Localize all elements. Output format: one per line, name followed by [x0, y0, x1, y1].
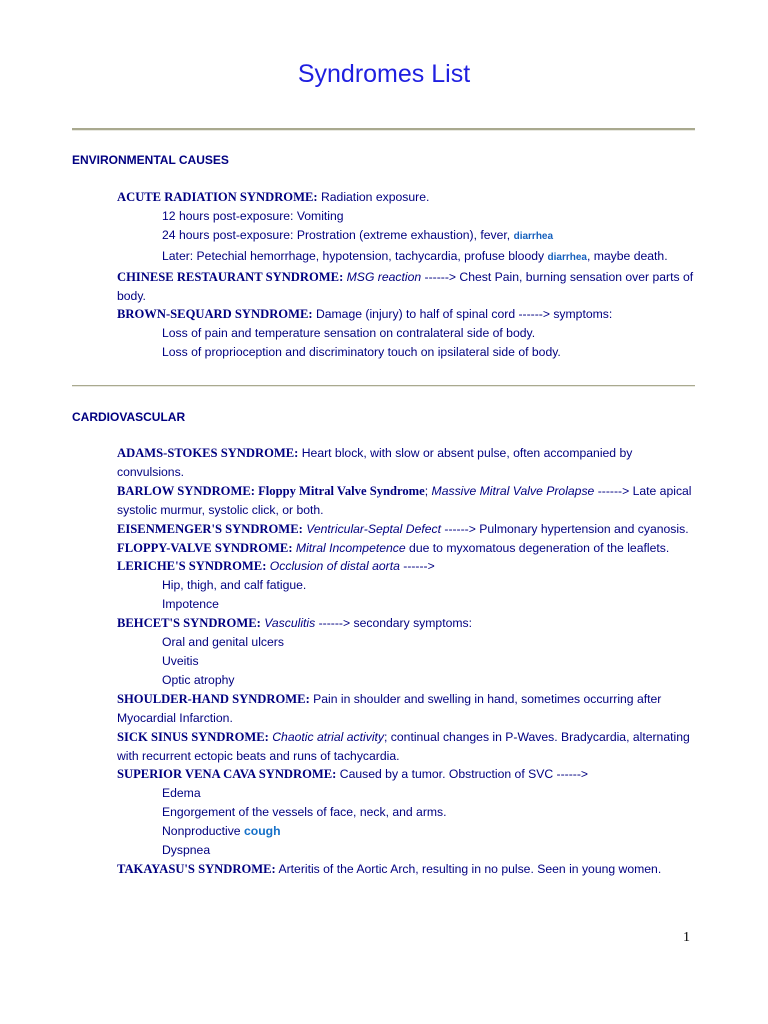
diarrhea-link[interactable]: diarrhea — [513, 230, 554, 242]
section-heading-environmental: ENVIRONMENTAL CAUSES — [72, 153, 229, 167]
syndrome-name: SHOULDER-HAND SYNDROME: — [117, 691, 310, 706]
divider-top — [72, 128, 695, 131]
syndrome-desc: ------> secondary symptoms: — [315, 616, 473, 631]
symptom-line — [117, 247, 702, 268]
syndrome-cause: Mitral Incompetence — [295, 540, 406, 555]
entry-superior-vena-cava — [117, 765, 702, 784]
symptom-line: Edema — [162, 786, 201, 801]
syndrome-desc: Arteritis of the Aortic Arch, resulting in no pulse. Seen in young women. — [275, 861, 662, 876]
syndrome-cause: Vasculitis — [264, 616, 316, 631]
entry-sick-sinus — [117, 728, 702, 766]
syndrome-cause: Occlusion of distal aorta — [269, 559, 400, 574]
section-cardiovascular-entries — [117, 444, 702, 879]
symptom-line: 12 hours post-exposure: Vomiting — [162, 208, 344, 223]
syndrome-name: LERICHE'S SYNDROME: — [117, 559, 267, 574]
syndrome-desc: ------> Pulmonary hypertension and cyanosis. — [441, 521, 689, 536]
syndrome-desc: Damage (injury) to half of spinal cord ------> symptoms: — [312, 307, 613, 322]
entry-eisenmenger — [117, 520, 702, 539]
syndrome-name: BEHCET'S SYNDROME: — [117, 616, 261, 631]
section-environmental-entries — [117, 188, 702, 362]
entry-takayasu — [117, 860, 702, 879]
cough-link[interactable]: cough — [243, 824, 281, 839]
syndrome-name: ADAMS-STOKES SYNDROME: — [117, 446, 299, 460]
syndrome-desc: ------> Late apical systolic murmur, systolic click, or both. — [117, 483, 692, 517]
page-title: Syndromes List — [297, 60, 471, 88]
symptom-line — [117, 822, 702, 841]
symptom-line: Oral and genital ulcers — [162, 635, 284, 650]
entry-leriche — [117, 557, 702, 576]
entry-chinese-restaurant — [117, 268, 702, 306]
syndrome-cause: Massive Mitral Valve Prolapse — [431, 483, 595, 498]
entry-shoulder-hand — [117, 690, 702, 728]
syndrome-name: BROWN-SEQUARD SYNDROME: — [117, 307, 313, 322]
syndrome-desc: ; continual changes in P-Waves. Bradycardia, alternating with recurrent ectopic beats and runs of tachycardia. — [117, 729, 690, 763]
syndrome-desc: due to myxomatous degeneration of the leaflets. — [405, 540, 670, 555]
entry-floppy-valve — [117, 539, 702, 558]
syndrome-desc: Radiation exposure. — [317, 190, 430, 204]
separator: ; — [424, 483, 432, 498]
entry-adams-stokes — [117, 444, 702, 482]
syndrome-name: BARLOW SYNDROME: Floppy Mitral Valve Syndrome — [117, 483, 425, 498]
syndrome-desc: Pain in shoulder and swelling in hand, sometimes occurring after Myocardial Infarction. — [117, 691, 662, 725]
symptom-line: Engorgement of the vessels of face, neck, and arms. — [162, 805, 447, 820]
symptom-line: Hip, thigh, and calf fatigue. — [162, 578, 307, 593]
symptom-line: Impotence — [162, 597, 219, 612]
syndrome-desc: Caused by a tumor. Obstruction of SVC ------> — [336, 767, 589, 782]
syndrome-desc: ------> Chest Pain, burning sensation over parts of body. — [117, 269, 694, 303]
symptom-text: Later: Petechial hemorrhage, hypotension, tachycardia, profuse bloody — [162, 248, 548, 263]
symptom-line: Loss of proprioception and discriminatory touch on ipsilateral side of body. — [162, 345, 561, 360]
syndrome-name: CHINESE RESTAURANT SYNDROME: — [117, 269, 344, 284]
symptom-line: Optic atrophy — [162, 672, 235, 687]
divider-middle — [72, 385, 695, 387]
page-number: 1 — [683, 930, 690, 945]
symptom-text: Nonproductive — [162, 824, 244, 839]
entry-behcet — [117, 614, 702, 633]
diarrhea-link[interactable]: diarrhea — [547, 251, 587, 263]
section-heading-cardiovascular: CARDIOVASCULAR — [72, 410, 186, 424]
symptom-line: Loss of pain and temperature sensation on contralateral side of body. — [162, 326, 536, 341]
syndrome-name: SUPERIOR VENA CAVA SYNDROME: — [117, 767, 337, 782]
syndrome-desc: Heart block, with slow or absent pulse, often accompanied by convulsions. — [117, 446, 633, 479]
symptom-line — [117, 226, 702, 247]
syndrome-name: FLOPPY-VALVE SYNDROME: — [117, 540, 293, 555]
symptom-text: , maybe death. — [586, 248, 668, 263]
syndrome-name: SICK SINUS SYNDROME: — [117, 729, 269, 744]
syndrome-cause: Chaotic atrial activity — [272, 729, 385, 744]
syndrome-name: ACUTE RADIATION SYNDROME: — [117, 190, 318, 204]
syndrome-cause: MSG reaction — [346, 269, 422, 284]
entry-barlow — [117, 482, 702, 520]
symptom-line: Uveitis — [162, 653, 199, 668]
entry-acute-radiation — [117, 188, 702, 207]
syndrome-name: EISENMENGER'S SYNDROME: — [117, 521, 303, 536]
entry-brown-sequard — [117, 305, 702, 324]
syndrome-name: TAKAYASU'S SYNDROME: — [117, 861, 276, 876]
symptom-line: Dyspnea — [162, 843, 211, 858]
syndrome-cause: Ventricular-Septal Defect — [306, 521, 441, 536]
symptom-text: 24 hours post-exposure: Prostration (extreme exhaustion), fever, — [162, 227, 514, 242]
syndrome-desc: ------> — [399, 559, 435, 574]
